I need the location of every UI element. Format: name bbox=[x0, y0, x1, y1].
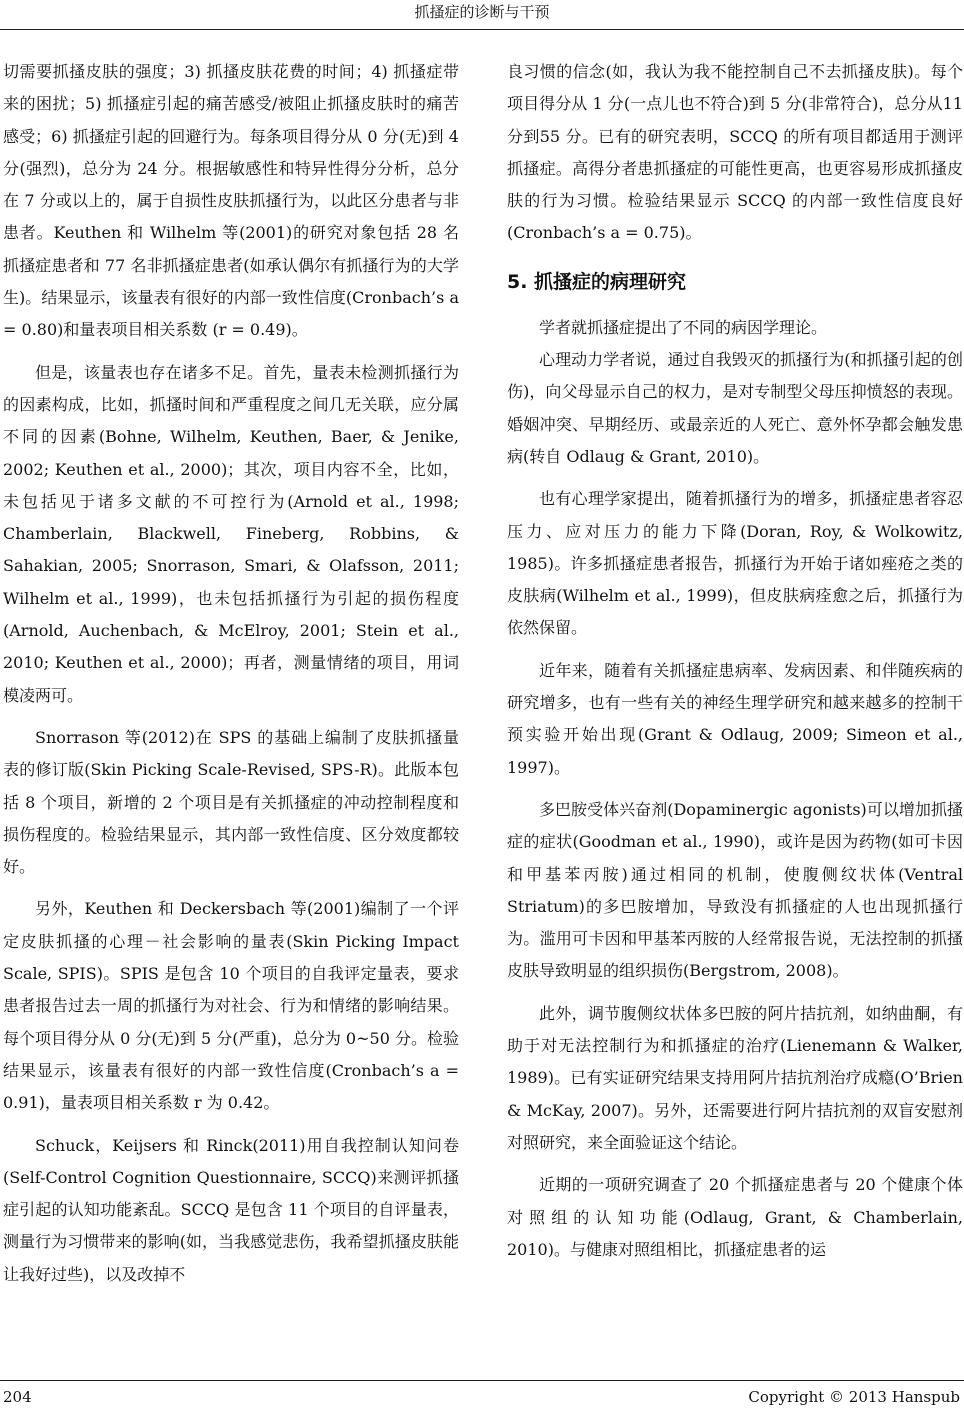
right-paragraph-3: 心理动力学者说，通过自我毁灭的抓搔行为(和抓搔引起的创伤)，向父母显示自己的权力，是对专制型父母压抑愤怒的表现。婚姻冲突、早期经历、或最亲近的人死亡、意外怀孕都会触发患病(转自 Odlaug & Grant, 2010)。 bbox=[507, 350, 963, 466]
right-paragraph-8: 近期的一项研究调查了 20 个抓搔症患者与 20 个健康个体对照组的认知功能(Odlaug, Grant, & Chamberlain, 2010)。与健康对照组相比，抓搔症患者的运 bbox=[507, 1175, 963, 1259]
footer-divider bbox=[0, 1380, 964, 1381]
header-divider bbox=[0, 29, 964, 30]
left-paragraph-3: Snorrason 等(2012)在 SPS 的基础上编制了皮肤抓搔量表的修订版(Skin Picking Scale-Revised, SPS-R)。此版本包括 8 个项目，新增的 2 个项目是有关抓搔症的冲动控制程度和损伤程度的。检验结果显示，其内部一致性信度、区分效度都较好。 bbox=[3, 727, 459, 877]
left-paragraph-2: 但是，该量表也存在诸多不足。首先，量表未检测抓搔行为的因素构成，比如，抓搔时间和严重程度之间几无关联，应分属不同的因素(Bohne, Wilhelm, Keuthen, Baer, & Jenike, 2002; Keuthen et al., 2000)；其次，项目内容不全，比如，未包括见于诸多文献的不可控行为(Arnold et al., 1998; Chamberlain, Blackwell, Fineberg, Robbins, & Sahakian, 2005; Snorrason, Smari, & Olafsson, 2011; Wilhelm et al., 1999)，也未包括抓搔行为引起的损伤程度(Arnold, Auchenbach, & McElroy, 2001; Stein et al., 2010; Keuthen et al., 2000)；再者，测量情绪的项目，用词模凌两可。 bbox=[3, 362, 459, 705]
right-paragraph-1: 良习惯的信念(如，我认为我不能控制自己不去抓搔皮肤)。每个项目得分从 1 分(一点儿也不符合)到 5 分(非常符合)，总分从11 分到55 分。已有的研究表明，SCCQ 的所有项目都适用于测评抓搔症。高得分者患抓搔症的可能性更高，也更容易形成抓搔皮肤的行为习惯。检验结果显示 SCCQ 的内部一致性信度良好(Cronbach’s a = 0.75)。 bbox=[507, 62, 963, 243]
left-paragraph-1: 切需要抓搔皮肤的强度；3) 抓搔皮肤花费的时间；4) 抓搔症带来的困扰；5) 抓搔症引起的痛苦感受/被阻止抓搔皮肤时的痛苦感受；6) 抓搔症引起的回避行为。每条项目得分从 0 分(无)到 4 分(强烈)，总分为 24 分。根据敏感性和特异性得分分析，总分在 7 分或以上的，属于自损性皮肤抓搔行为，以此区分患者与非患者。Keuthen 和 Wilhelm 等(2001)的研究对象包括 28 名抓搔症患者和 77 名非抓搔症患者(如承认偶尔有抓搔行为的大学生)。结果显示，该量表有很好的内部一致性信度(Cronbach’s a = 0.80)和量表项目相关系数 (r = 0.49)。 bbox=[3, 62, 459, 340]
page-number: 204 bbox=[3, 1388, 32, 1406]
right-column bbox=[507, 56, 963, 1266]
section-heading: 5. 抓搔症的病理研究 bbox=[507, 270, 687, 293]
right-paragraph-2: 学者就抓搔症提出了不同的病因学理论。 bbox=[539, 317, 828, 337]
right-paragraph-5: 近年来，随着有关抓搔症患病率、发病因素、和伴随疾病的研究增多，也有一些有关的神经生理学研究和越来越多的控制干预实验开始出现(Grant & Odlaug, 2009; Simeon et al., 1997)。 bbox=[507, 660, 963, 777]
right-paragraph-4: 也有心理学家提出，随着抓搔行为的增多，抓搔症患者容忍压力、应对压力的能力下降(Doran, Roy, & Wolkowitz, 1985)。许多抓搔症患者报告，抓搔行为开始于诸如痤疮之类的皮肤病(Wilhelm et al., 1999)，但皮肤病痊愈之后，抓搔行为依然保留。 bbox=[507, 489, 963, 638]
left-paragraph-5: Schuck，Keijsers 和 Rinck(2011)用自我控制认知问卷(Self-Control Cognition Questionnaire, SCCQ)来测评抓搔症引起的认知功能紊乱。SCCQ 是包含 11 个项目的自评量表，测量行为习惯带来的影响(如，当我感觉悲伤，我希望抓搔皮肤能让我好过些)，以及改掉不 bbox=[3, 1135, 459, 1284]
right-paragraph-6: 多巴胺受体兴奋剂(Dopaminergic agonists)可以增加抓搔症的症状(Goodman et al., 1990)，或许是因为药物(如可卡因和甲基苯丙胺)通过相同的机制，使腹侧纹状体(Ventral Striatum)的多巴胺增加，导致没有抓搔症的人也出现抓搔行为。滥用可卡因和甲基苯丙胺的人经常报告说，无法控制的抓搔皮肤导致明显的组织损伤(Bergstrom, 2008)。 bbox=[507, 799, 963, 981]
left-column bbox=[3, 56, 459, 1291]
right-paragraph-7: 此外，调节腹侧纹状体多巴胺的阿片拮抗剂，如纳曲酮，有助于对无法控制行为和抓搔症的治疗(Lienemann & Walker, 1989)。已有实证研究结果支持用阿片拮抗剂治疗成瘾(O’Brien & McKay, 2007)。另外，还需要进行阿片拮抗剂的双盲安慰剂对照研究，来全面验证这个结论。 bbox=[507, 1003, 963, 1152]
left-paragraph-4: 另外，Keuthen 和 Deckersbach 等(2001)编制了一个评定皮肤抓搔的心理－社会影响的量表(Skin Picking Impact Scale, SPIS)。SPIS 是包含 10 个项目的自我评定量表，要求患者报告过去一周的抓搔行为对社会、行为和情绪的影响结果。每个项目得分从 0 分(无)到 5 分(严重)，总分为 0~50 分。检验结果显示，该量表有很好的内部一致性信度(Cronbach’s a = 0.91)，量表项目相关系数 r 为 0.42。 bbox=[3, 899, 459, 1113]
copyright-notice: Copyright © 2013 Hanspub bbox=[748, 1388, 960, 1406]
running-header: 抓搔症的诊断与干预 bbox=[414, 3, 550, 21]
